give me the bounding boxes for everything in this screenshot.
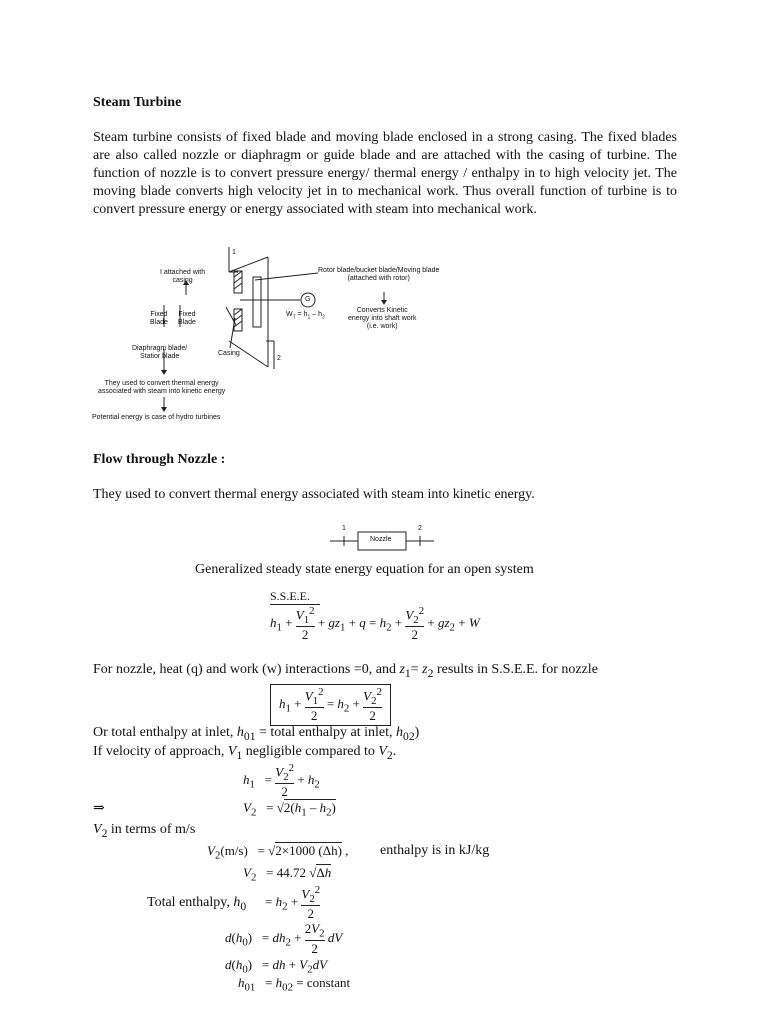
- nozzle-use-text: They used to convert thermal energy associated with steam into kinetic energy.: [93, 487, 535, 502]
- generator-label: G: [305, 296, 311, 303]
- label-casing: Casing: [218, 350, 240, 357]
- label-diaphragm-blade: Diaphragm blade/ Statior blade: [132, 345, 188, 360]
- eq-v2-sqrt: $V_2 = √2(h_1 - h_2)$: [243, 800, 336, 819]
- eq-v2-4472: $V_2 = 44.72$ √Δh: [243, 865, 332, 884]
- label-rotor-blade: Rotor blade/bucket blade/Moving blade (attached with rotor): [318, 267, 440, 282]
- nozzle-point-2: 2: [418, 525, 422, 532]
- nozzle-label: Nozzle: [370, 536, 392, 543]
- eq-v2-ms: $V_2(m/s) = √2\times 1000$ (Δh) ,: [207, 843, 349, 862]
- eq-h01-constant: $h_{01} = h_{02}$ = constant: [238, 975, 351, 994]
- label-converts-kinetic: Converts Kinetic energy into shaft work (i.e. work): [348, 307, 417, 330]
- nozzle-energy-equation-box: $h_1 + V_1^2$ 2 = $h_2 + V_2^2$ 2: [270, 684, 391, 726]
- eq-dh0-first: $d(h_0) = dh_2 + 2V_2$ 2 dV: [225, 921, 343, 956]
- for-nozzle-text: For nozzle, heat (q) and work (w) interactions =0, and $z_1= z_2$ results in S.S.E.E. for nozzle: [93, 662, 598, 680]
- label-fixed-blade-left: Fixed Blade: [150, 311, 168, 326]
- section-heading-flow-nozzle: Flow through Nozzle :: [93, 452, 226, 467]
- total-enthalpy-label: Total enthalpy, $h_0$: [147, 895, 247, 913]
- ssee-equation: $h_1 + V_1^2$ 2 + $gz_1 + q = h_2 + V_2^2$ 2 + $gz_2 + W$: [270, 605, 480, 642]
- enthalpy-unit-text: enthalpy is in kJ/kg: [380, 843, 490, 858]
- label-potential-energy: Potential energy is case of hydro turbines: [92, 414, 221, 421]
- generalized-equation-text: Generalized steady state energy equation for an open system: [195, 562, 534, 577]
- eq-dh0-second: $d(h_0)$ = dh + $V_2dV$: [225, 957, 328, 976]
- implies-symbol: ⇒: [93, 801, 105, 816]
- v2-in-terms-text: $V_2$ in terms of m/s: [93, 822, 196, 840]
- label-attached-with-casing: I attached with casing: [160, 269, 206, 284]
- or-total-enthalpy-text: Or total enthalpy at inlet, $h_{01}$ = total enthalpy at inlet, $h_{02}$): [93, 725, 420, 743]
- label-thermal-energy: They used to convert thermal energy associated with steam into kinetic energy: [98, 380, 226, 395]
- ssee-label: S.S.E.E.: [270, 589, 311, 603]
- steam-turbine-paragraph: Steam turbine consists of fixed blade and moving blade enclosed in a strong casing. The fixed blades are also called nozzle or diaphragm or guide blade and are attached with the casing of turbine. The function of nozzle is to convert pressure energy/ thermal energy / enthalpy in to high velocity jet. The moving blade converts high velocity jet in to mechanical work. Thus overall function of turbine is to convert pressure energy or energy associated with steam into mechanical work.: [93, 130, 677, 217]
- section-heading-steam-turbine: Steam Turbine: [93, 95, 182, 110]
- if-velocity-text: If velocity of approach, $V_1$ negligible compared to $V_2$.: [93, 744, 397, 762]
- diagram-point-2: 2: [277, 355, 281, 362]
- label-fixed-blade-right: Fixed Blade: [178, 311, 196, 326]
- eq-h1: $h_1 = V_2^2$ 2 + $h_2$: [243, 762, 320, 799]
- nozzle-schematic: [330, 527, 434, 553]
- nozzle-point-1: 1: [342, 525, 346, 532]
- turbine-diagram: [90, 245, 470, 430]
- diagram-point-1: 1: [232, 249, 236, 256]
- label-work: $W_T = h_1 - h_2$: [286, 311, 325, 321]
- eq-h0: = $h_2 + V_2^2$ 2: [265, 884, 321, 921]
